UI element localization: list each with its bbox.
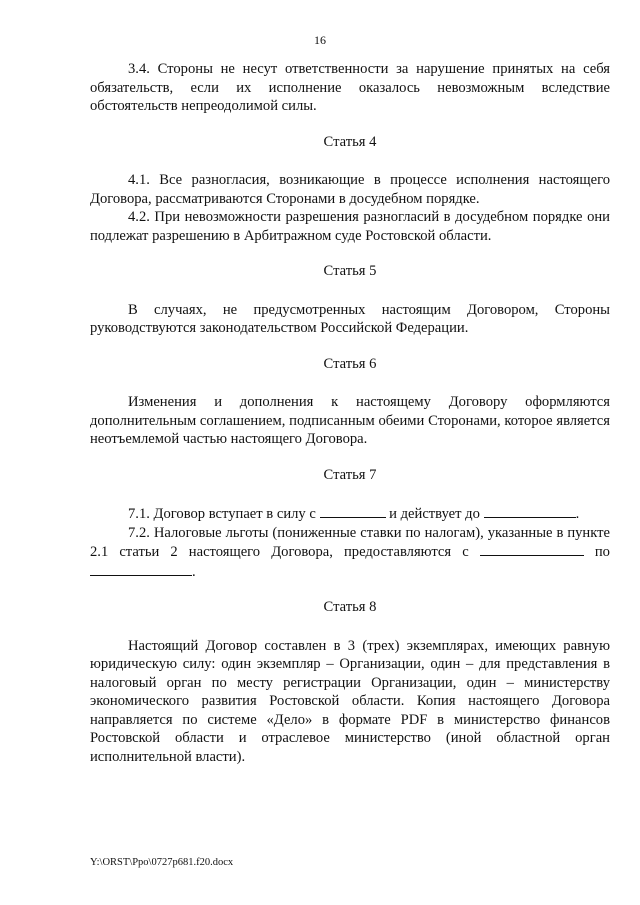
article-5-heading: Статья 5 <box>323 263 377 279</box>
clause-7-2-start: 7.2. Налоговые льготы (пониженные ставки по налогам), указанные в пункте 2.1 статьи 2 настоящего Договора, предоставляются с <box>90 524 610 560</box>
clause-7-2 <box>90 524 610 582</box>
clause-7-1-start: 7.1. Договор вступает в силу с <box>128 506 316 522</box>
clause-3-4: 3.4. Стороны не несут ответственности за нарушение принятых на себя обязательств, если их исполнение оказалось невозможным вследствие обстоятельств непреодолимой силы. <box>90 61 610 114</box>
article-8-heading: Статья 8 <box>323 599 377 615</box>
clause-7-2-end: . <box>192 563 196 580</box>
end-date-blank <box>484 504 576 518</box>
article-4-heading: Статья 4 <box>323 133 377 150</box>
clause-4-1: 4.1. Все разногласия, возникающие в процессе исполнения настоящего Договора, рассматриваются Сторонами в досудебном порядке. <box>90 172 610 207</box>
benefit-end-date-blank <box>90 562 192 576</box>
page-number: 16 <box>314 33 326 47</box>
article-7-heading: Статья 7 <box>323 466 377 483</box>
clause-7-2-middle: по <box>594 544 610 560</box>
document-body <box>90 60 610 766</box>
article-6-heading: Статья 6 <box>323 355 377 372</box>
effective-date-blank <box>320 504 386 518</box>
benefit-start-date-blank <box>480 542 584 556</box>
clause-7-1-middle: и действует до <box>389 506 480 522</box>
clause-7-1-end: . <box>575 506 580 522</box>
file-path-footer: Y:\ORST\Ppo\0727p681.f20.docx <box>90 857 234 868</box>
article-5-text: В случаях, не предусмотренных настоящим Договором, Стороны руководствуются законодательством Российской Федерации. <box>90 301 610 336</box>
clause-4-2: 4.2. При невозможности разрешения разногласий в досудебном порядке они подлежат разрешению в Арбитражном суде Ростовской области. <box>90 209 610 244</box>
article-8-text: Настоящий Договор составлен в 3 (трех) экземплярах, имеющих равную юридическую силу: один экземпляр – Организации, один – для представления в налоговый орган по месту регистрации Организации, один – министерству экономического развития Ростовской области. Копия настоящего Договора направляется по системе «Дело» в формате PDF в министерство финансов Ростовской области и отраслевое министерство (иной областной орган исполнительной власти). <box>90 637 610 765</box>
clause-7-1 <box>90 504 610 524</box>
article-6-text: Изменения и дополнения к настоящему Договору оформляются дополнительным соглашением, подписанным обеими Сторонами, которое является неотъемлемой частью настоящего Договора. <box>90 394 610 447</box>
